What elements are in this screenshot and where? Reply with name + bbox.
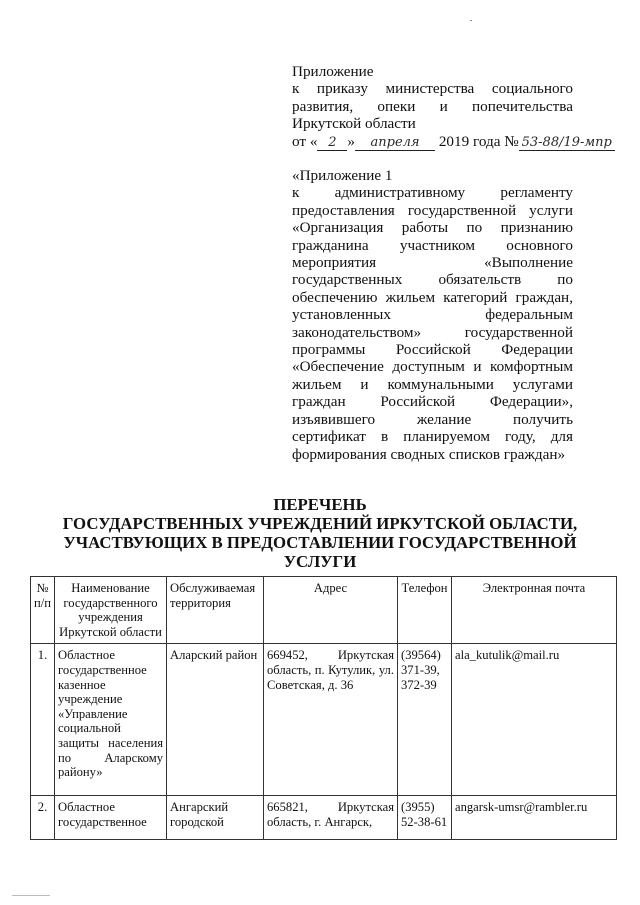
header-phone: Телефон <box>398 577 452 644</box>
order-number: 53-88/19-мпр <box>519 136 615 151</box>
date-mid: » <box>347 132 356 150</box>
date-day: 2 <box>317 136 347 151</box>
appendix1-line: к административному регламенту <box>292 184 573 202</box>
title-line: ПЕРЕЧЕНЬ <box>273 495 367 514</box>
appendix1-line: жильем и коммунальными услугами <box>292 375 573 393</box>
appendix1-line: мероприятия «Выполнение <box>292 254 573 272</box>
appendix-block <box>292 63 612 151</box>
scan-mark <box>12 895 50 896</box>
row-name: Областное государственное казенное учреждение «Управление социальной защиты населения по Аларскому району» <box>55 644 167 796</box>
appendix1-line: формирования сводных списков граждан» <box>292 445 566 463</box>
appendix1-line: сертификат в планируемом году, для <box>292 428 573 446</box>
appendix1-line: установленных федеральным <box>292 306 573 324</box>
title-line: УСЛУГИ <box>283 552 357 571</box>
row-phone: (39564) 371-39, 372-39 <box>398 644 452 796</box>
header-name: Наименование государственного учреждения Иркутской области <box>55 577 167 644</box>
title-line: УЧАСТВУЮЩИХ В ПРЕДОСТАВЛЕНИИ ГОСУДАРСТВЕННОЙ <box>63 533 577 552</box>
table-row <box>31 796 617 840</box>
appendix1-line: законодательством» государственной <box>292 323 573 341</box>
date-year-text: 2019 года № <box>438 132 519 150</box>
row-num: 1. <box>31 644 55 796</box>
appendix1-line: гражданина участником основного <box>292 236 573 254</box>
row-phone: (3955) 52-38-61 <box>398 796 452 840</box>
row-territory: Ангарский городской <box>167 796 264 840</box>
appendix-line1: Приложение <box>292 63 374 80</box>
row-email: angarsk-umsr@rambler.ru <box>452 796 617 840</box>
appendix-line2: к приказу министерства социального <box>292 80 573 98</box>
scan-dot <box>470 20 472 21</box>
appendix-line3: развития, опеки и попечительства <box>292 97 573 115</box>
document-title <box>0 495 640 571</box>
appendix1-line: «Организация работы по признанию <box>292 219 573 237</box>
table-row <box>31 644 617 796</box>
row-email: ala_kutulik@mail.ru <box>452 644 617 796</box>
row-territory: Аларский район <box>167 644 264 796</box>
appendix-date-line <box>292 132 612 151</box>
appendix1-line: «Приложение 1 <box>292 167 393 184</box>
row-address: 669452, Иркутская область, п. Кутулик, ул. Советская, д. 36 <box>264 644 398 796</box>
date-prefix: от « <box>292 132 318 150</box>
appendix-line4: Иркутской области <box>292 115 416 133</box>
table-header-row <box>31 577 617 644</box>
appendix1-line: обеспечению жильем категорий граждан, <box>292 288 573 306</box>
header-num: № п/п <box>31 577 55 644</box>
date-month: апреля <box>355 136 435 151</box>
appendix1-line: государственных обязательств по <box>292 271 573 289</box>
title-line: ГОСУДАРСТВЕННЫХ УЧРЕЖДЕНИЙ ИРКУТСКОЙ ОБЛАСТИ, <box>62 514 578 533</box>
appendix1-line: изъявившего желание получить <box>292 410 573 428</box>
row-name: Областное государственное <box>55 796 167 840</box>
row-num: 2. <box>31 796 55 840</box>
header-address: Адрес <box>264 577 398 644</box>
appendix1-block <box>292 167 573 463</box>
header-territory: Обслуживаемая территория <box>167 577 264 644</box>
appendix1-line: «Обеспечение доступным и комфортным <box>292 358 573 376</box>
appendix1-line: предоставления государственной услуги <box>292 201 573 219</box>
appendix1-line: программы Российской Федерации <box>292 341 573 359</box>
row-address: 665821, Иркутская область, г. Ангарск, <box>264 796 398 840</box>
institutions-table <box>30 576 617 840</box>
appendix1-line: граждан Российской Федерации», <box>292 393 573 411</box>
header-email: Электронная почта <box>452 577 617 644</box>
